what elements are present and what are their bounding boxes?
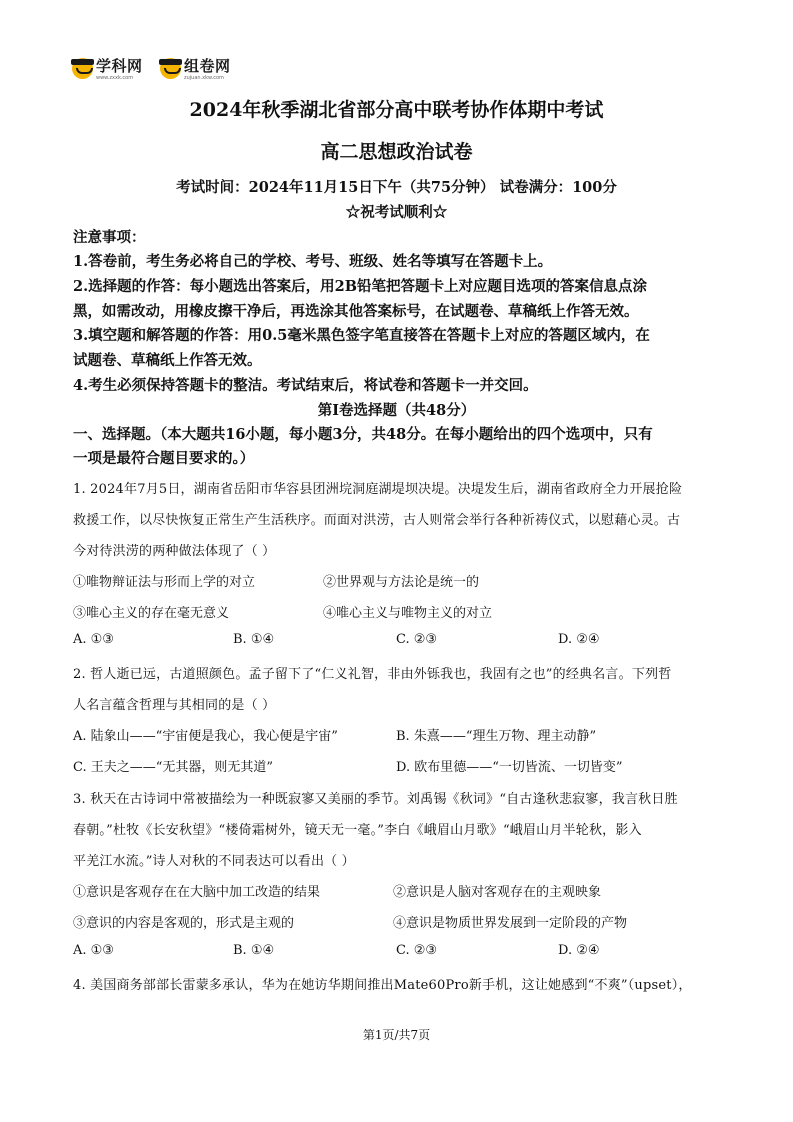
statement-item: ④意识是物质世界发展到一定阶段的产物 — [393, 916, 628, 931]
statement-item: ②世界观与方法论是统一的 — [323, 575, 480, 590]
exam-wish: ☆祝考试顺利☆ — [345, 204, 448, 221]
statement-item: ③唯心主义的存在毫无意义 — [73, 606, 230, 621]
answer-choice: C. ②③ — [396, 632, 438, 647]
exam-info: 考试时间：2024年11月15日下午（共75分钟） 试卷满分：100分 — [176, 179, 617, 196]
answer-choice: D. 欧布里德——“一切皆流、一切皆变” — [396, 760, 623, 775]
answer-choice: A. ①③ — [73, 943, 114, 958]
question-stem: 3. 秋天在古诗词中常被描绘为一种既寂寥又美丽的季节。刘禹锡《秋词》“自古逢秋悲寂寥，我言秋日胜 — [73, 792, 678, 807]
answer-choice: B. 朱熹——“理生万物、理主动静” — [396, 729, 597, 744]
logo-name: 学科网 — [96, 57, 143, 75]
logo-url: www.zxxk.com — [96, 75, 134, 81]
answer-choice: C. 王夫之——“无其器，则无其道” — [73, 760, 274, 775]
answer-choice: D. ②④ — [558, 632, 600, 647]
mascot-face-icon — [72, 58, 93, 79]
answer-choice: A. ①③ — [73, 632, 114, 647]
mascot-face-icon — [160, 58, 181, 79]
statement-item: ③意识的内容是客观的，形式是主观的 — [73, 916, 295, 931]
question-stem: 1. 2024年7月5日，湖南省岳阳市华容县团洲垸洞庭湖堤坝决堤。决堤发生后，湖南省政府全力开展抢险 — [73, 482, 683, 497]
notice-line: 试题卷、草稿纸上作答无效。 — [73, 352, 262, 369]
notice-line: 1.答卷前，考生务必将自己的学校、考号、班级、姓名等填写在答题卡上。 — [73, 253, 553, 270]
statement-item: ④唯心主义与唯物主义的对立 — [323, 606, 493, 621]
question-stem: 平羌江水流。”诗人对秋的不同表达可以看出（ ） — [73, 854, 355, 869]
logo-name: 组卷网 — [184, 57, 231, 75]
question-stem: 4. 美国商务部部长雷蒙多承认，华为在她访华期间推出Mate60Pro新手机，这让她感到“不爽”（upset）， — [73, 978, 692, 993]
question-stem: 人名言蕴含哲理与其相同的是（ ） — [73, 698, 276, 713]
notice-line: 黑，如需改动，用橡皮擦干净后，再选涂其他答案标号，在试题卷、草稿纸上作答无效。 — [73, 303, 639, 320]
logo-url: zujuan.xkw.com — [184, 75, 224, 81]
section-title: 第Ⅰ卷选择题（共48分） — [317, 402, 476, 419]
question-stem: 2. 哲人逝已远，古道照颜色。孟子留下了“仁义礼智，非由外铄我也，我固有之也”的经典名言。下列哲 — [73, 667, 672, 682]
answer-choice: D. ②④ — [558, 943, 600, 958]
statement-item: ①意识是客观存在在大脑中加工改造的结果 — [73, 885, 321, 900]
notice-heading: 注意事项： — [73, 229, 146, 246]
question-stem: 今对待洪涝的两种做法体现了（ ） — [73, 544, 276, 559]
exam-subtitle: 高二思想政治试卷 — [320, 141, 473, 163]
xuekewang-logo — [72, 58, 143, 84]
question-stem: 春朝。”杜牧《长安秋望》“楼倚霜树外，镜天无一毫。”李白《峨眉山月歌》“峨眉山月半轮秋，影入 — [73, 823, 642, 838]
page-number: 第1页/共7页 — [362, 1028, 431, 1042]
answer-choice: B. ①④ — [233, 632, 275, 647]
notice-line: 2.选择题的作答：每小题选出答案后，用2B铅笔把答题卡上对应题目选项的答案信息点涂 — [73, 278, 647, 295]
notice-line: 4.考生必须保持答题卡的整洁。考试结束后，将试卷和答题卡一并交回。 — [73, 377, 538, 394]
question-stem: 救援工作，以尽快恢复正常生产生活秩序。而面对洪涝，古人则常会举行各种祈祷仪式，以慰藉心灵。古 — [73, 513, 681, 528]
answer-choice: A. 陆象山——“宇宙便是我心，我心便是宇宙” — [73, 729, 338, 744]
notice-line: 3.填空题和解答题的作答：用0.5毫米黑色签字笔直接答在答题卡上对应的答题区域内，在 — [73, 327, 650, 344]
part-intro: 一、选择题。（本大题共16小题，每小题3分，共48分。在每小题给出的四个选项中，只有 — [73, 426, 653, 443]
exam-title: 2024年秋季湖北省部分高中联考协作体期中考试 — [189, 99, 604, 121]
answer-choice: B. ①④ — [233, 943, 275, 958]
statement-item: ②意识是人脑对客观存在的主观映象 — [393, 885, 602, 900]
answer-choice: C. ②③ — [396, 943, 438, 958]
zujuanwang-logo — [160, 58, 231, 84]
part-intro: 一项是最符合题目要求的。） — [73, 450, 255, 467]
statement-item: ①唯物辩证法与形而上学的对立 — [73, 575, 256, 590]
